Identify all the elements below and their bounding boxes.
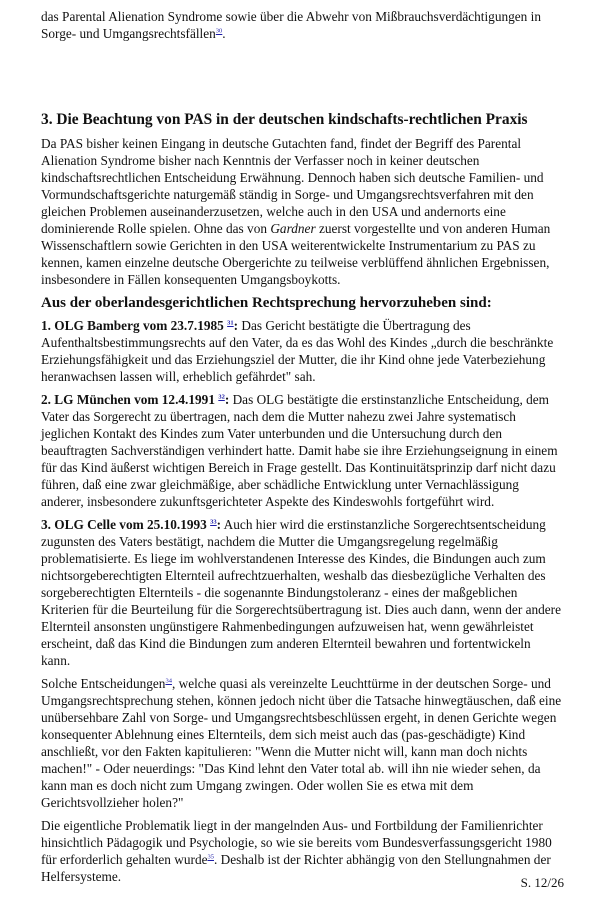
section-heading: 3. Die Beachtung von PAS in der deutschen kindschafts-rechtlichen Praxis [41,111,528,128]
case-text: Auch hier wird die erstinstanzliche Sorgerechtsentscheidung zugunsten des Vaters bestätigt, nachdem die Mutter die Umgangsregelung regelmäßig problematisierte. Es liege im wohlverstandenen Interesse des Kindes, die Bindungen auch zum nichtsorgeberechtigten Elternteil aufrechtzuerhalten, weshalb das diesbezügliche Verhalten des sorgeberechtigten Elternteils - die sogenannte Bindungstoleranz - eines der maßgeblichen Kriterien für die Beurteilung für die Sorgerechtsübertragung ist. Dies auch dann, wenn der andere Elternteil ansonsten ungünstigere Rahmenbedingungen aufzuweisen hat, wenn gewährleistet erscheint, daß das Kind die Bindungen zum anderen Elternteil bewahren und fortentwickeln kann. [41,517,562,668]
footnote-link-31[interactable]: 31 [227,319,234,327]
case-title: 2. LG München vom 12.4.1991 [41,392,215,407]
intro-text: das Parental Alienation Syndrome sowie über die Abwehr von Mißbrauchsverdächtigungen in Sorge- und Umgangsrechtsfällen [41,9,541,41]
footnote-link-32[interactable]: 32 [218,393,225,401]
problem-paragraph [41,817,563,885]
case-colon: : [216,517,222,532]
document-page [41,8,563,891]
solche-text-b: , welche quasi als vereinzelte Leuchttürme in der deutschen Sorge- und Umgangsrechtsprechung stehen, können jedoch nicht über die Tatsache hinwegtäuschen, daß eine unübersehbare Zahl von Sorge- und Umgangsrechtsbeschlüssen ergeht, in denen Gerichte wegen konsequenter Ablehnung eines Elternteils, dem sich meist auch das (pas-geschädigte) Kind anschließt, vor den Fakten kapitulieren: "Wenn die Mutter nicht will, kann man doch nichts machen!" - Oder neuerdings: "Das Kind lehnt den Vater total ab. will ihn nie wieder sehen, da kann man es doch nicht zum Umgang zwingen. Oder wollen Sie es etwa mit dem Gerichtsvollzieher holen?" [41,676,562,810]
case-title: 3. OLG Celle vom 25.10.1993 [41,517,207,532]
solche-text-a: Solche Entscheidungen [41,676,166,691]
page-number: S. 12/26 [520,875,564,890]
case-text: Das OLG bestätigte die erstinstanzliche Entscheidung, dem Vater das Sorgerecht zu übertragen, nach dem die Mutter nahezu zwei Jahre systematisch jeglichen Kontakt des Kindes zum Vater unterbunden und die Untersuchung durch den beauftragten Sachverständigen verhindert hatte. Damit habe sie ihre Erziehungseignung in einem für das Kind äußerst wichtigen Bereich in Frage gestellt. Das Kontinuitätsprinzip darf nicht dazu führen, daß eine zwar gleichmäßige, aber schädliche Entwicklung unter Vernachlässigung anderer, insbesondere zukunftsgerichteter Aspekte des Kindeswohls fortgeführt wird. [41,392,558,509]
section-paragraph [41,135,563,288]
footnote-link-30[interactable]: 30 [215,27,223,35]
case-paragraph-3 [41,516,563,669]
footnote-link-34[interactable]: 34 [165,677,172,685]
subheading: Aus der oberlandesgerichtlichen Rechtsprechung hervorzuheben sind: [41,295,492,311]
problem-text-b: . Deshalb ist der Richter abhängig von den Stellungnahmen der Helfersysteme. [41,852,551,884]
case-paragraph-2 [41,391,563,510]
case-title: 1. OLG Bamberg vom 23.7.1985 [41,318,224,333]
para1-text-b: zuerst vorgestellte und von anderen Human Wissenschaftlern sowie Gerichten in den USA weiterentwickelte Instrumentarium zu PAS zu kennen, kamen einzelne deutsche Obergerichte zu teilweise verblüffend ähnlichen Ergebnissen, insbesondere in Fällen konsequenten Umgangsboykotts. [41,221,551,287]
case-paragraph-1 [41,317,563,385]
para1-text-a: Da PAS bisher keinen Eingang in deutsche Gutachten fand, findet der Begriff des Parental Alienation Syndrome bisher nach Kenntnis der Verfasser noch in keiner deutschen kindschaftsrechtlichen Entscheidung Erwähnung. Dennoch haben sich deutsche Familien- und Vormundschaftsgerichte naturgemäß ständig in Sorge- und Umgangsrechtsverfahren mit den gleichen Problemen auseinanderzusetzen, welche auch in den USA und andernorts eine dominierende Rolle spielen. Ohne das von [41,136,544,236]
footnote-link-35[interactable]: 35 [207,853,214,861]
footnote-link-33[interactable]: 33 [210,518,217,526]
problem-text-a: Die eigentliche Problematik liegt in der mangelnden Aus- und Fortbildung der Familienrichter hinsichtlich Pädagogik und Psychologie, so wie sie bereits vom Bundesverfassungsgericht 1980 für erforderlich gehalten wurde [41,818,552,867]
case-text: Das Gericht bestätigte die Übertragung des Aufenthaltsbestimmungsrechts auf den Vater, da es das Wohl des Kindes „durch die beschränkte Erziehungsfähigkeit und das Erziehungsziel der Mutter, die ihr Kind ohne jede Vaterbeziehung heranwachsen lassen will, erheblich gefährdet" sah. [41,318,554,384]
author-name: Gardner [270,221,316,236]
solche-paragraph [41,675,563,811]
case-colon: : [233,318,239,333]
intro-paragraph [41,8,563,42]
intro-end: . [222,26,226,41]
case-colon: : [224,392,230,407]
